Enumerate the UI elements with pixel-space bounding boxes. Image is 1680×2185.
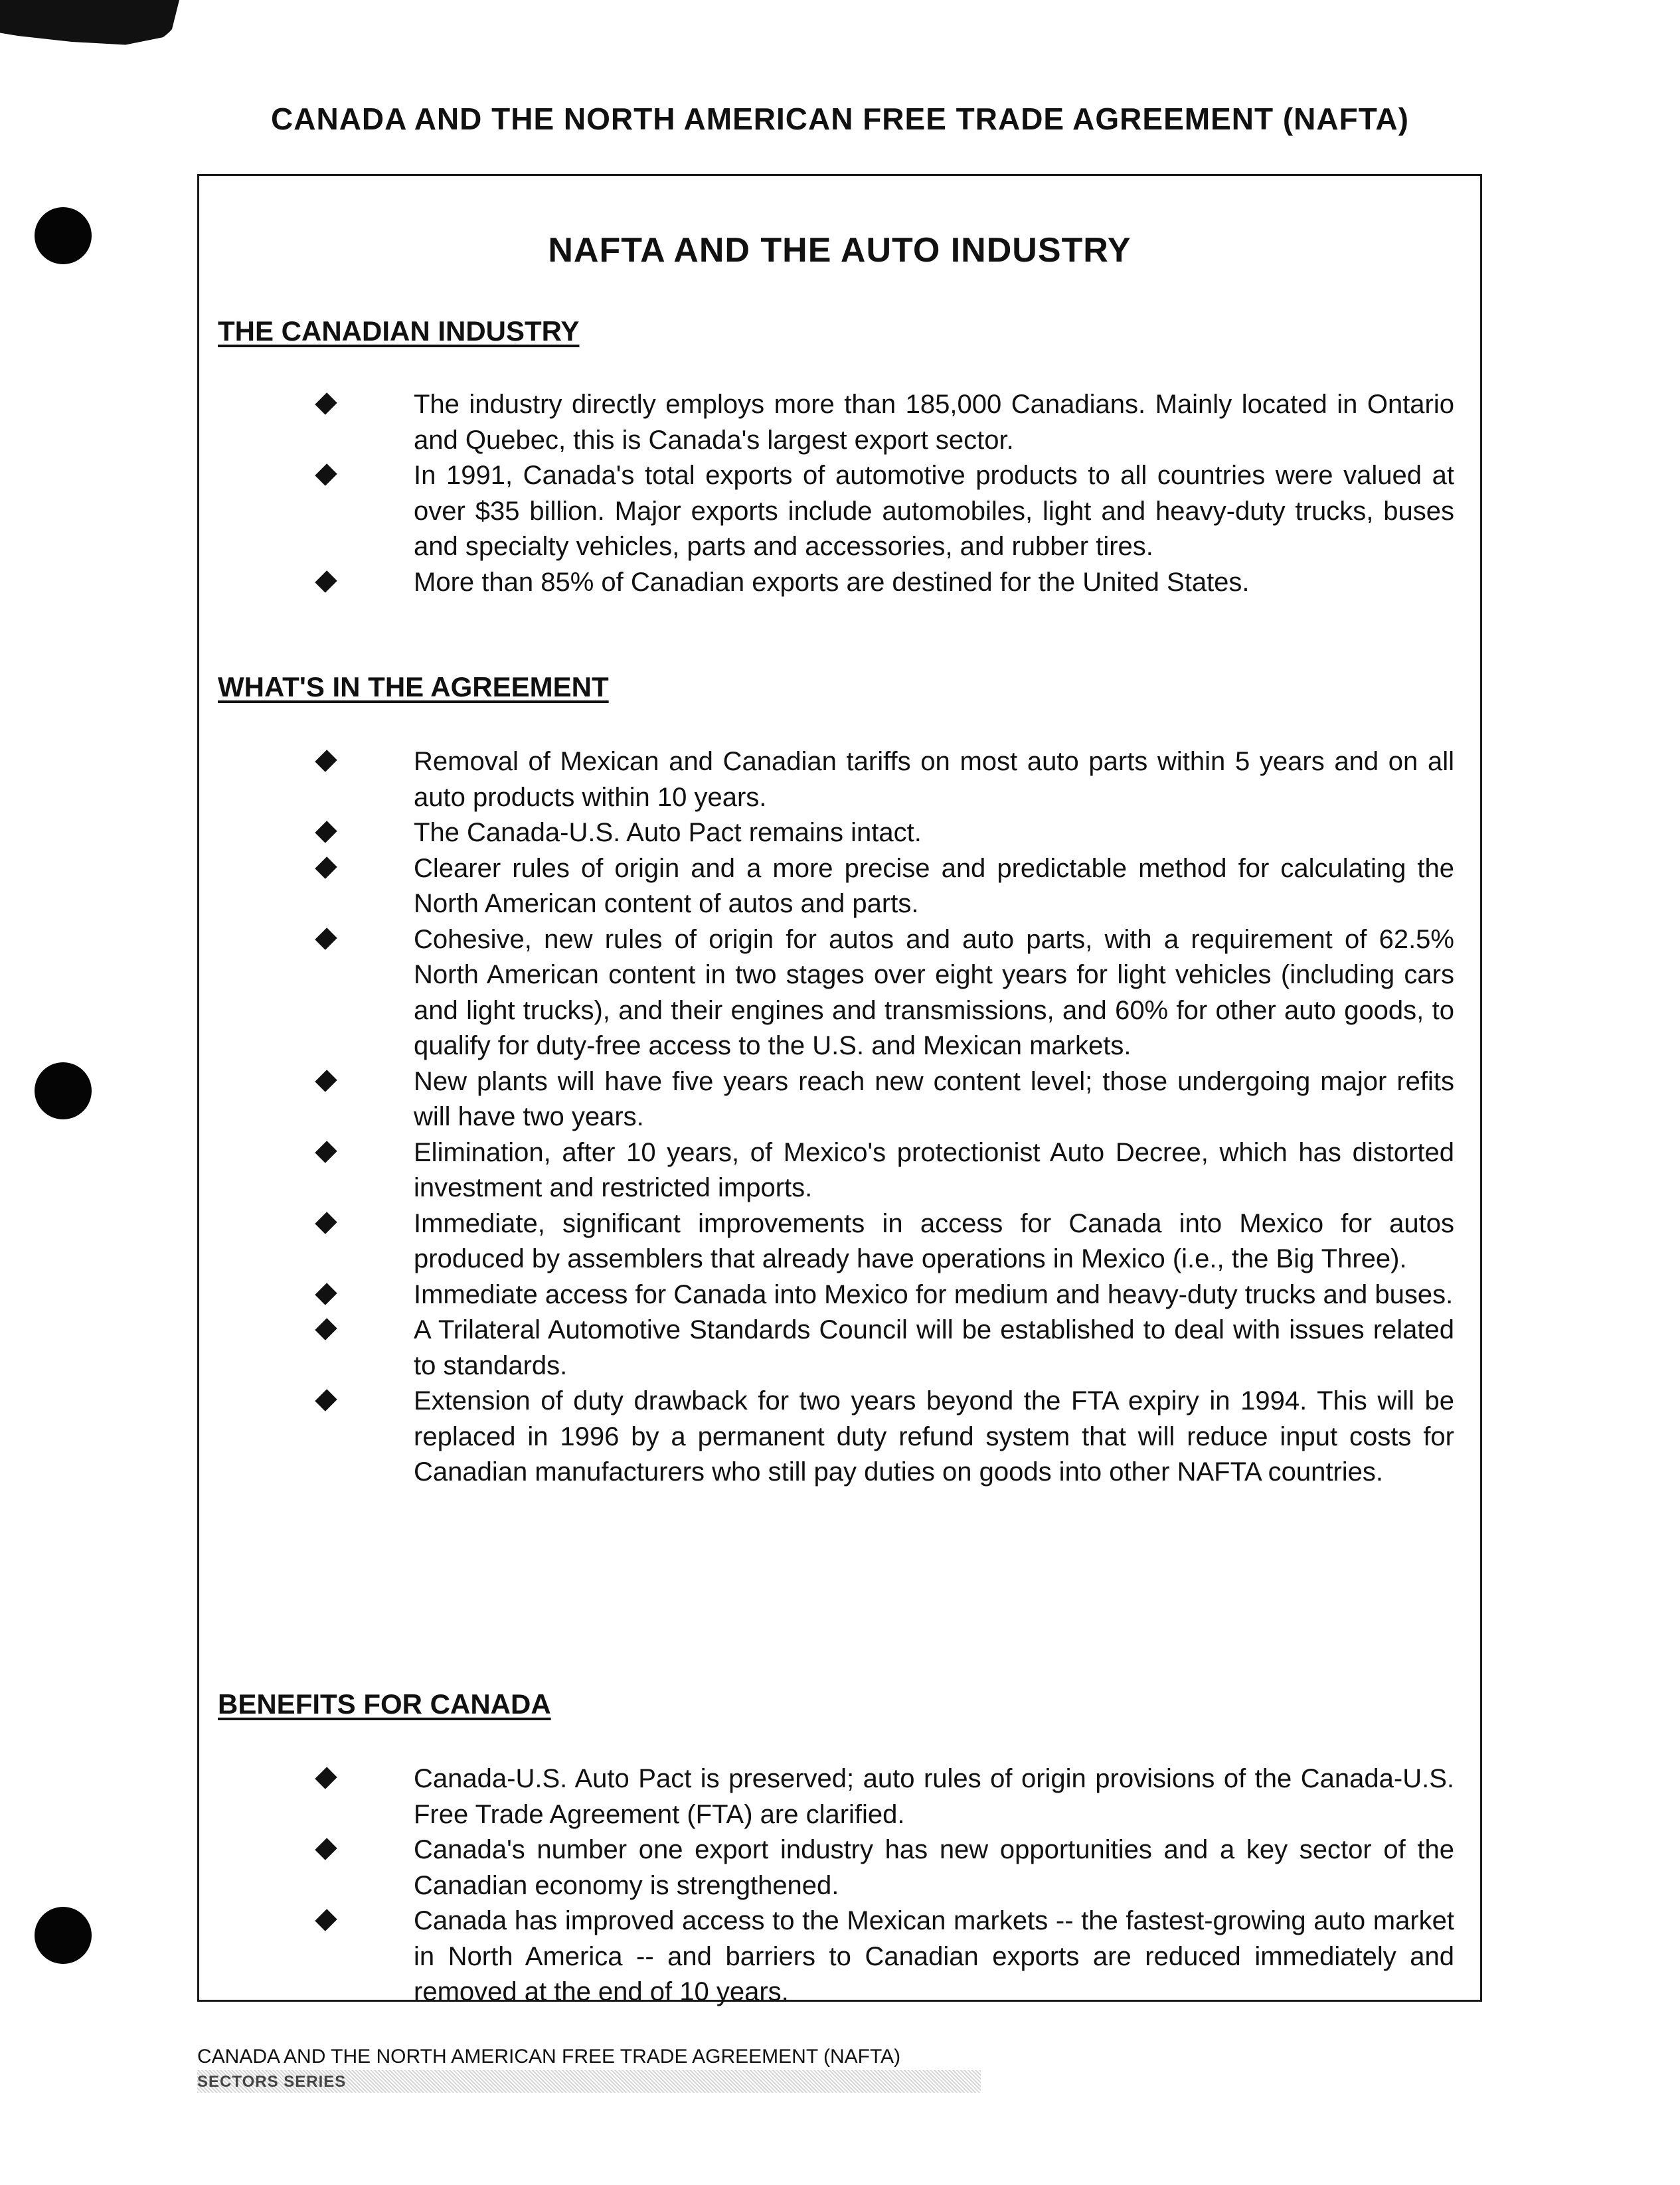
punch-hole-middle <box>35 1062 92 1119</box>
list-item: Canada's number one export industry has new opportunities and a key sector of the Canadian economy is strengthened. <box>199 1832 1484 1903</box>
footer-series-label: SECTORS SERIES <box>197 2070 981 2093</box>
list-item: Immediate access for Canada into Mexico for medium and heavy-duty trucks and buses. <box>199 1277 1484 1313</box>
footer <box>197 2045 981 2093</box>
punch-hole-top <box>35 207 92 264</box>
list-item: A Trilateral Automotive Standards Council will be established to deal with issues related to standards. <box>199 1313 1484 1384</box>
diamond-bullet-icon <box>315 1070 337 1092</box>
list-item: The industry directly employs more than 185,000 Canadians. Mainly located in Ontario and Quebec, this is Canada's largest export sector. <box>199 387 1484 458</box>
list-item: Immediate, significant improvements in access for Canada into Mexico for autos produced by assemblers that already have operations in Mexico (i.e., the Big Three). <box>199 1206 1484 1277</box>
diamond-bullet-icon <box>315 1283 337 1305</box>
list-item: Clearer rules of origin and a more precise and predictable method for calculating the North American content of autos and parts. <box>199 851 1484 922</box>
list-item: More than 85% of Canadian exports are destined for the United States. <box>199 565 1484 601</box>
list-item: Canada has improved access to the Mexican markets -- the fastest-growing auto market in North America -- and barriers to Canadian exports are reduced immediately and removed at the end of 10 years. <box>199 1903 1484 2010</box>
diamond-bullet-icon <box>315 1838 337 1860</box>
diamond-bullet-icon <box>315 928 337 949</box>
bullet-list-agreement <box>199 744 1484 1491</box>
content-box <box>197 174 1482 2006</box>
list-item: Extension of duty drawback for two years beyond the FTA expiry in 1994. This will be replaced in 1996 by a permanent duty refund system that will reduce input costs for Canadian manufacturers who still pay duties on goods into other NAFTA countries. <box>199 1384 1484 1491</box>
document-title: CANADA AND THE NORTH AMERICAN FREE TRADE AGREEMENT (NAFTA) <box>271 102 1409 136</box>
diamond-bullet-icon <box>315 1141 337 1163</box>
list-item: Canada-U.S. Auto Pact is preserved; auto rules of origin provisions of the Canada-U.S. Free Trade Agreement (FTA) are clarified. <box>199 1761 1484 1832</box>
list-item: The Canada-U.S. Auto Pact remains intact. <box>199 815 1484 851</box>
punch-hole-bottom <box>35 1907 92 1964</box>
diamond-bullet-icon <box>315 1767 337 1789</box>
section-heading-agreement: WHAT'S IN THE AGREEMENT <box>218 671 609 702</box>
bullet-list-canadian-industry <box>199 387 1484 600</box>
diamond-bullet-icon <box>315 1389 337 1411</box>
footer-series-title: CANADA AND THE NORTH AMERICAN FREE TRADE AGREEMENT (NAFTA) <box>197 2046 901 2067</box>
diamond-bullet-icon <box>315 1909 337 1931</box>
section-heading-canadian-industry: THE CANADIAN INDUSTRY <box>218 315 580 347</box>
list-item: Removal of Mexican and Canadian tariffs on most auto parts within 5 years and on all auto products within 10 years. <box>199 744 1484 815</box>
diamond-bullet-icon <box>315 1212 337 1234</box>
section-heading-benefits: BENEFITS FOR CANADA <box>218 1688 551 1720</box>
list-item: In 1991, Canada's total exports of automotive products to all countries were valued at over $35 billion. Major exports include automobiles, light and heavy-duty trucks, buses and specialty vehicles, parts and accessories, and rubber tires. <box>199 458 1484 565</box>
diamond-bullet-icon <box>315 1318 337 1340</box>
box-title: NAFTA AND THE AUTO INDUSTRY <box>548 231 1132 270</box>
list-item: New plants will have five years reach new content level; those undergoing major refits will have two years. <box>199 1064 1484 1135</box>
diamond-bullet-icon <box>315 821 337 843</box>
diamond-bullet-icon <box>315 463 337 485</box>
diamond-bullet-icon <box>315 570 337 592</box>
diamond-bullet-icon <box>315 392 337 414</box>
diamond-bullet-icon <box>315 856 337 878</box>
diamond-bullet-icon <box>315 750 337 771</box>
bullet-list-benefits <box>199 1761 1484 2010</box>
list-item: Elimination, after 10 years, of Mexico's protectionist Auto Decree, which has distorted investment and restricted imports. <box>199 1135 1484 1206</box>
scan-artifact <box>0 0 179 60</box>
list-item: Cohesive, new rules of origin for autos and auto parts, with a requirement of 62.5% North American content in two stages over eight years for light vehicles (including cars and light trucks), and their engines and transmissions, and 60% for other auto goods, to qualify for duty-free access to the U.S. and Mexican markets. <box>199 922 1484 1064</box>
